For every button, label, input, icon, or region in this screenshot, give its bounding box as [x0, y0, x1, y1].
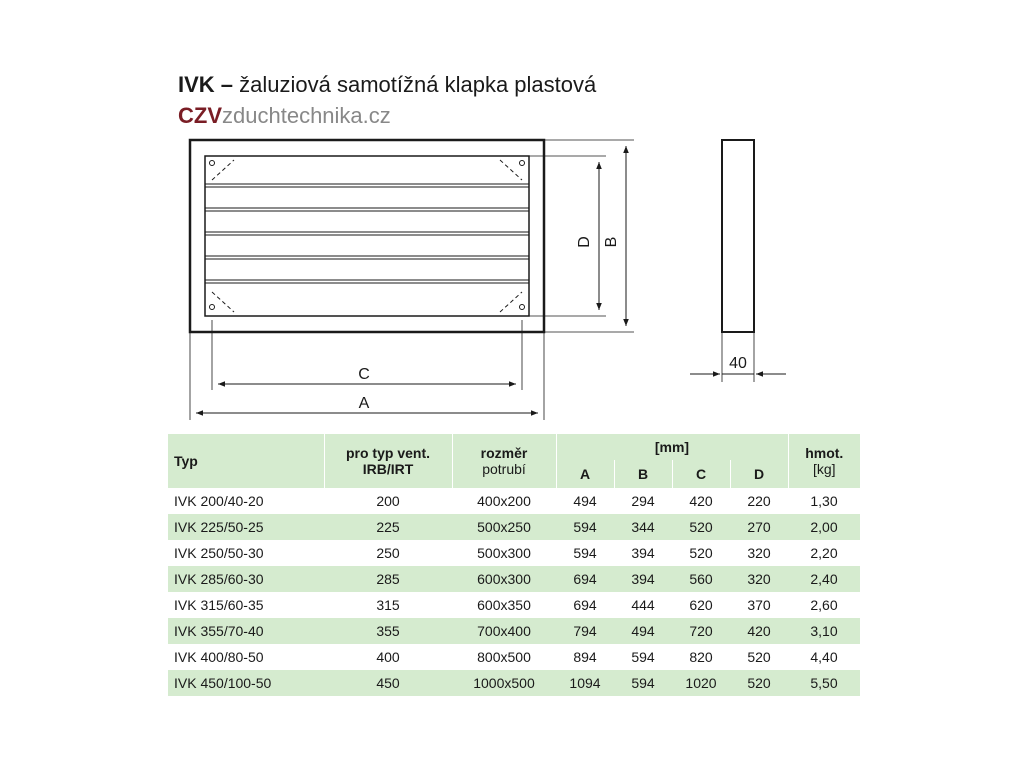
side-profile — [722, 140, 754, 332]
cell-d: 420 — [730, 618, 788, 644]
header-rozmer — [452, 434, 556, 488]
front-view — [190, 140, 544, 332]
brand-part-1: CZ — [178, 103, 208, 128]
cell-typ: IVK 450/100-50 — [168, 670, 324, 696]
cell-rozmer: 800x500 — [477, 649, 531, 665]
cell-hmot: 2,60 — [810, 597, 838, 613]
brand-part-2: V — [207, 103, 223, 128]
table-row — [168, 670, 860, 696]
cell-d: 320 — [730, 566, 788, 592]
cell-vent: 450 — [324, 670, 452, 696]
header-vent-line-2: IRB/IRT — [362, 461, 414, 477]
cell-d: 520 — [730, 670, 788, 696]
header-hmot — [788, 434, 860, 488]
cell-hmot: 2,00 — [788, 514, 860, 540]
inner-frame — [205, 156, 529, 316]
header-hmot-line-2: [kg] — [812, 461, 836, 477]
dimension-c-label: C — [358, 366, 370, 383]
cell-hmot: 1,30 — [810, 493, 838, 509]
title-description: žaluziová samotížná klapka plastová — [239, 72, 597, 97]
table-row — [168, 644, 860, 670]
cell-a: 894 — [573, 649, 597, 665]
cell-b: 394 — [631, 545, 655, 561]
cell-d: 220 — [747, 493, 771, 509]
dimension-depth-label: 40 — [729, 355, 747, 372]
header-vent — [324, 434, 452, 488]
cell-a: 594 — [573, 545, 597, 561]
cell-hmot: 5,50 — [788, 670, 860, 696]
header-d: D — [730, 460, 788, 488]
header-vent-line-1: pro typ vent. — [345, 445, 430, 461]
cell-d: 270 — [730, 514, 788, 540]
cell-hmot: 2,20 — [810, 545, 838, 561]
cell-b: 394 — [614, 566, 672, 592]
cell-c: 820 — [689, 649, 713, 665]
cell-a: 794 — [556, 618, 614, 644]
dimension-a-label: A — [358, 395, 370, 412]
cell-vent: 225 — [324, 514, 452, 540]
cell-c: 520 — [672, 514, 730, 540]
cell-rozmer: 400x200 — [477, 493, 531, 509]
cell-rozmer: 600x350 — [477, 597, 531, 613]
cell-vent: 250 — [376, 545, 400, 561]
cell-rozmer: 500x250 — [452, 514, 556, 540]
cell-typ: IVK 400/80-50 — [174, 649, 264, 665]
table-body — [168, 488, 860, 696]
table-row — [168, 592, 860, 618]
table-row — [168, 488, 860, 514]
hidden-lines — [212, 160, 522, 312]
cell-typ: IVK 285/60-30 — [168, 566, 324, 592]
cell-c: 560 — [672, 566, 730, 592]
header-hmot-line-1: hmot. — [805, 445, 844, 461]
header-typ: Typ — [168, 434, 324, 488]
cell-rozmer: 500x300 — [477, 545, 531, 561]
side-view — [690, 140, 786, 382]
cell-a: 1094 — [556, 670, 614, 696]
header-b: B — [614, 460, 672, 488]
cell-vent: 355 — [324, 618, 452, 644]
table-row — [168, 514, 860, 540]
cell-a: 494 — [573, 493, 597, 509]
cell-d: 320 — [747, 545, 771, 561]
table-row — [168, 618, 860, 644]
header-rozmer-line-1: rozměr — [480, 445, 528, 461]
cell-b: 594 — [631, 649, 655, 665]
cell-hmot: 3,10 — [788, 618, 860, 644]
header-mm: [mm] — [556, 434, 788, 460]
cell-vent: 315 — [376, 597, 400, 613]
cell-a: 694 — [573, 597, 597, 613]
cell-hmot: 2,40 — [788, 566, 860, 592]
cell-b: 444 — [631, 597, 655, 613]
cell-vent: 200 — [376, 493, 400, 509]
cell-a: 594 — [556, 514, 614, 540]
cell-b: 594 — [614, 670, 672, 696]
cell-rozmer: 700x400 — [452, 618, 556, 644]
header-rozmer-line-2: potrubí — [482, 461, 526, 477]
cell-rozmer: 600x300 — [452, 566, 556, 592]
cell-b: 344 — [614, 514, 672, 540]
cell-c: 520 — [689, 545, 713, 561]
cell-b: 494 — [614, 618, 672, 644]
table-row — [168, 540, 860, 566]
cell-typ: IVK 355/70-40 — [168, 618, 324, 644]
cell-c: 1020 — [672, 670, 730, 696]
cell-c: 720 — [672, 618, 730, 644]
cell-c: 420 — [689, 493, 713, 509]
outer-frame — [190, 140, 544, 332]
dimension-b-label: B — [603, 236, 620, 248]
header-a: A — [556, 460, 614, 488]
cell-a: 694 — [556, 566, 614, 592]
cell-typ: IVK 315/60-35 — [174, 597, 264, 613]
cell-vent: 285 — [324, 566, 452, 592]
cell-b: 294 — [631, 493, 655, 509]
louver-blades — [205, 184, 529, 283]
cell-c: 620 — [689, 597, 713, 613]
spec-table — [168, 434, 860, 696]
brand-part-3: zduchtechnika.cz — [222, 103, 391, 128]
cell-typ: IVK 250/50-30 — [174, 545, 264, 561]
cell-rozmer: 1000x500 — [452, 670, 556, 696]
cell-typ: IVK 200/40-20 — [174, 493, 264, 509]
cell-typ: IVK 225/50-25 — [168, 514, 324, 540]
cell-d: 370 — [747, 597, 771, 613]
title-model: IVK – — [178, 72, 234, 97]
cell-hmot: 4,40 — [810, 649, 838, 665]
table-row — [168, 566, 860, 592]
cell-d: 520 — [747, 649, 771, 665]
header-c: C — [672, 460, 730, 488]
cell-vent: 400 — [376, 649, 400, 665]
dimension-d-label: D — [576, 236, 593, 248]
